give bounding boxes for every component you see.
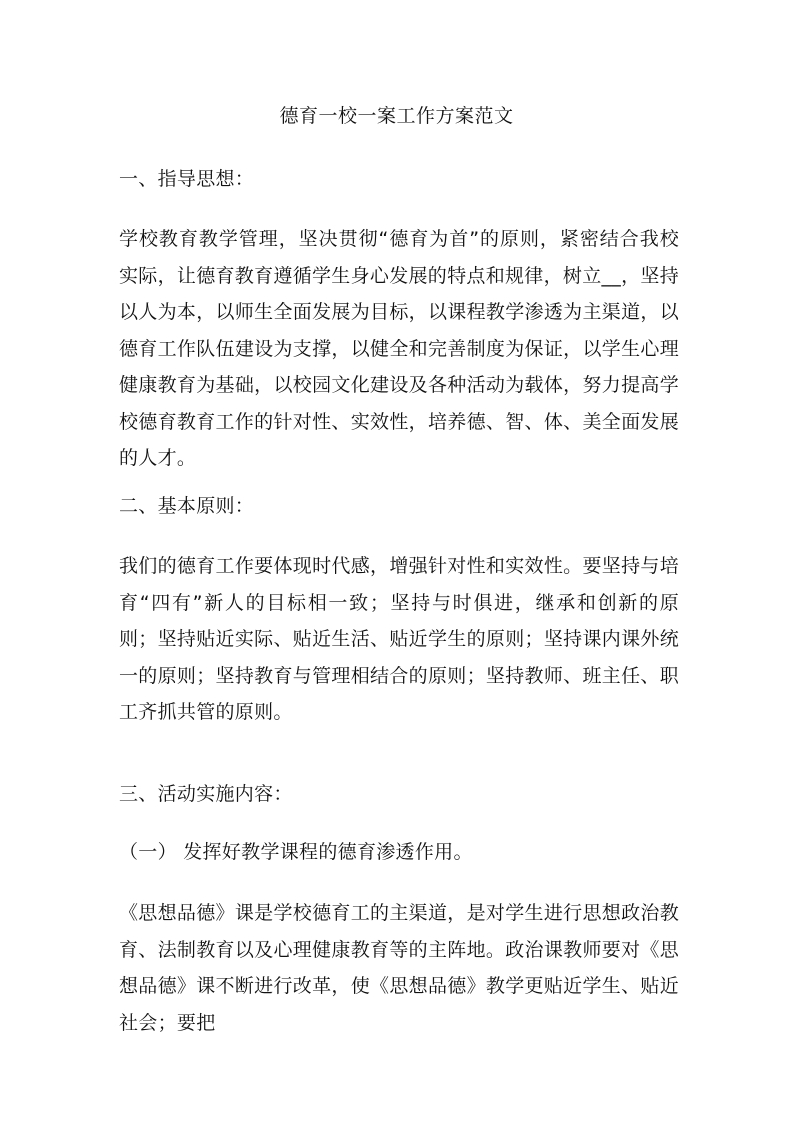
document-title: 德育一校一案工作方案范文 bbox=[279, 105, 514, 127]
section-heading-activity-content: 三、活动实施内容： bbox=[119, 783, 293, 805]
section-paragraph-curriculum: 《思想品德》课是学校德育工的主渠道，是对学生进行思想政治教育、法制教育以及心理健康教育等的主阵地。政治课教师要对《思想品德》课不断进行改革，使《思想品德》教学更贴近学生、贴近社会；要把 bbox=[119, 902, 679, 1034]
subsection-heading-curriculum: （一） 发挥好教学课程的德育渗透作用。 bbox=[119, 841, 473, 863]
section-paragraph-basic-principles: 我们的德育工作要体现时代感，增强针对性和实效性。要坚持与培育“四有”新人的目标相一致；坚持与时俱进，继承和创新的原则；坚持贴近实际、贴近生活、贴近学生的原则；坚持课内课外统一的原则；坚持教育与管理相结合的原则；坚持教师、班主任、职工齐抓共管的原则。 bbox=[119, 555, 679, 723]
section-heading-basic-principles: 二、基本原则： bbox=[119, 495, 255, 517]
section-paragraph-guiding-ideology: 学校教育教学管理，坚决贯彻“德育为首”的原则，紧密结合我校实际，让德育教育遵循学生身心发展的特点和规律，树立__，坚持以人为本，以师生全面发展为目标，以课程教学渗透为主渠道，以德育工作队伍建设为支撑，以健全和完善制度为保证，以学生心理健康教育为基础，以校园文化建设及各种活动为载体，努力提高学校德育教育工作的针对性、实效性，培养德、智、体、美全面发展的人才。 bbox=[119, 228, 680, 469]
section-heading-guiding-ideology: 一、指导思想： bbox=[119, 168, 255, 190]
